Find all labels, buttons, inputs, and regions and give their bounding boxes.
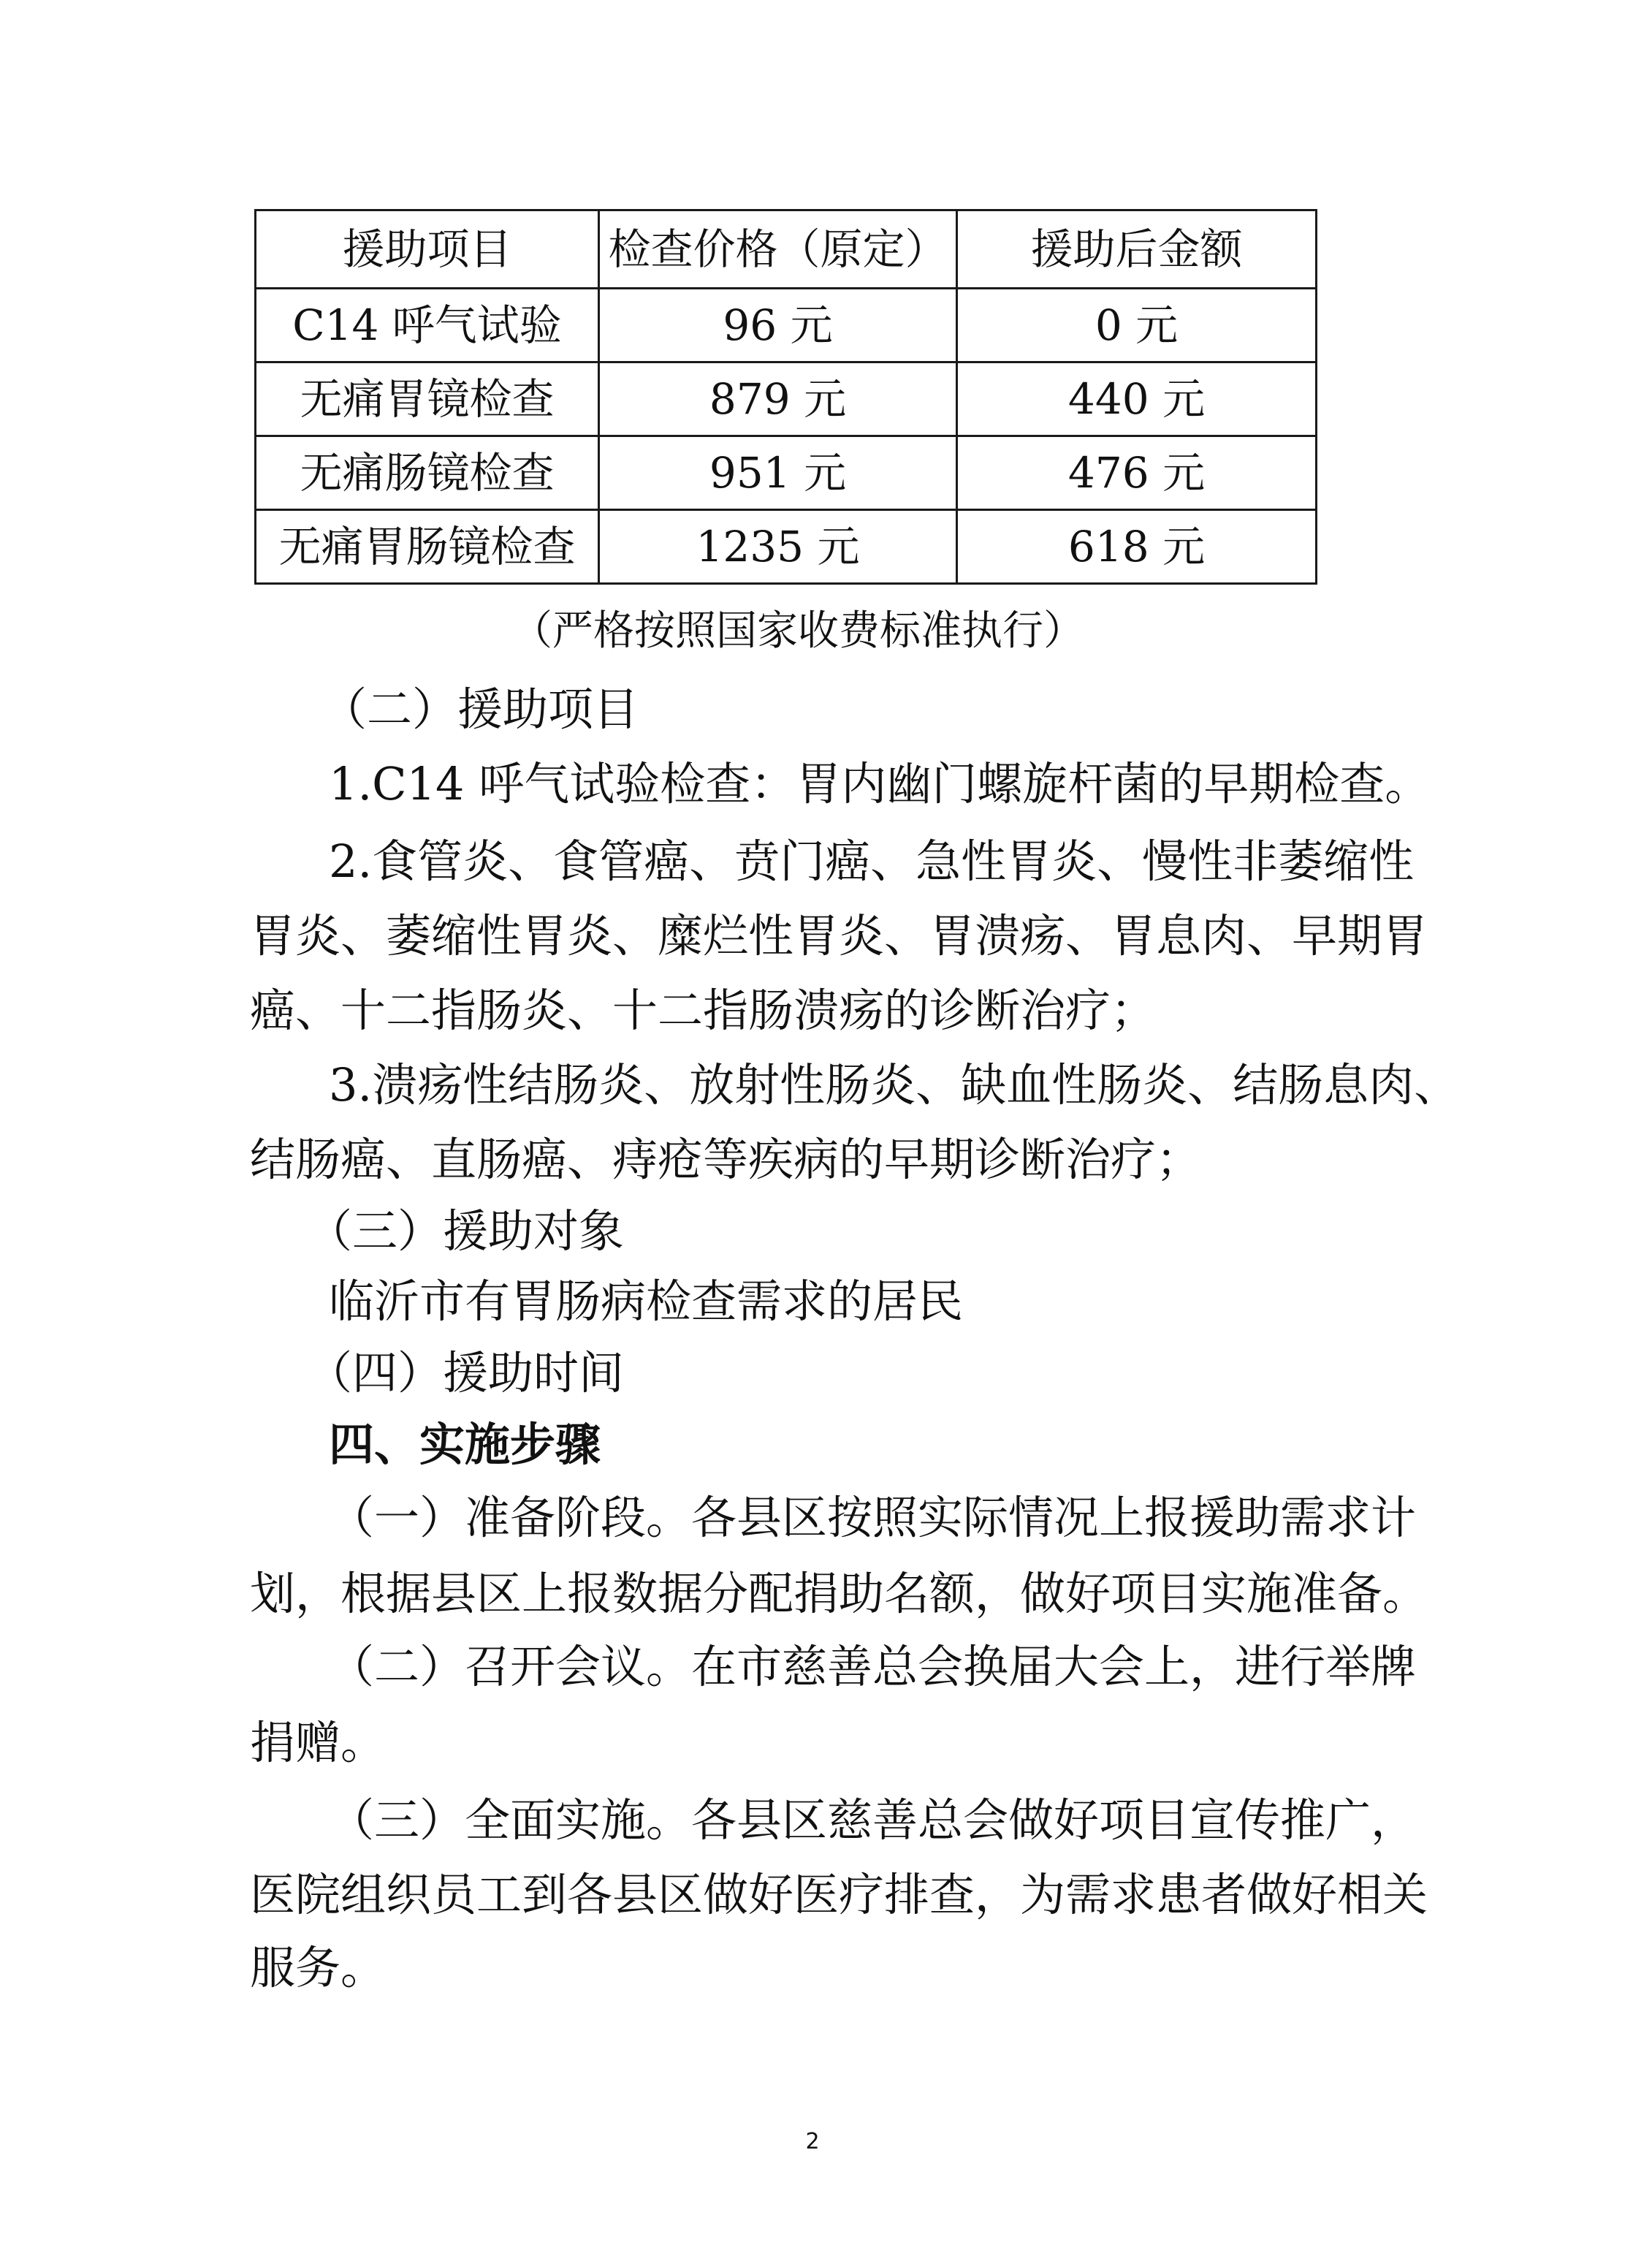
section-heading-implementation-steps: 四、实施步骤 bbox=[329, 1418, 601, 1471]
paragraph-item-2-line-1: 2.食管炎、食管癌、贲门癌、急性胃炎、慢性非萎缩性 bbox=[329, 835, 1415, 888]
table-cell: 440 元 bbox=[957, 362, 1317, 436]
paragraph-targets: 临沂市有胃肠病检查需求的居民 bbox=[329, 1275, 964, 1328]
paragraph-step-3-line-1: （三）全面实施。各县区慈善总会做好项目宣传推广， bbox=[329, 1793, 1417, 1847]
header-original-price: 检查价格（原定） bbox=[599, 210, 957, 289]
subheading-aid-projects: （二）援助项目 bbox=[321, 683, 639, 736]
aid-price-table bbox=[254, 209, 1317, 585]
table-cell: 618 元 bbox=[957, 510, 1317, 584]
header-aid-project: 援助项目 bbox=[256, 210, 599, 289]
table-cell: 无痛胃镜检查 bbox=[256, 362, 599, 436]
subheading-aid-time: （四）援助时间 bbox=[307, 1346, 625, 1399]
subheading-aid-targets: （三）援助对象 bbox=[307, 1204, 625, 1258]
table-cell: 96 元 bbox=[599, 289, 957, 362]
table-cell: 879 元 bbox=[599, 362, 957, 436]
table-cell: 无痛胃肠镜检查 bbox=[256, 510, 599, 584]
table-cell: 951 元 bbox=[599, 436, 957, 510]
table-cell: C14 呼气试验 bbox=[256, 289, 599, 362]
page-number: 2 bbox=[805, 2129, 820, 2154]
paragraph-step-2-line-2: 捐赠。 bbox=[250, 1716, 387, 1769]
table-row bbox=[256, 362, 1317, 436]
paragraph-item-2-line-2: 胃炎、萎缩性胃炎、糜烂性胃炎、胃溃疡、胃息肉、早期胃 bbox=[250, 909, 1428, 962]
table-row bbox=[256, 510, 1317, 584]
table-cell: 476 元 bbox=[957, 436, 1317, 510]
paragraph-step-3-line-3: 服务。 bbox=[250, 1941, 387, 1994]
table-row bbox=[256, 436, 1317, 510]
paragraph-item-1: 1.C14 呼气试验检查：胃内幽门螺旋杆菌的早期检查。 bbox=[329, 757, 1431, 810]
header-after-aid-amount: 援助后金额 bbox=[957, 210, 1317, 289]
paragraph-step-1-line-2: 划，根据县区上报数据分配捐助名额，做好项目实施准备。 bbox=[250, 1567, 1428, 1620]
table-cell: 无痛肠镜检查 bbox=[256, 436, 599, 510]
table-row bbox=[256, 289, 1317, 362]
paragraph-item-3-line-1: 3.溃疡性结肠炎、放射性肠炎、缺血性肠炎、结肠息肉、 bbox=[329, 1058, 1460, 1112]
table-cell: 1235 元 bbox=[599, 510, 957, 584]
paragraph-step-1-line-1: （一）准备阶段。各县区按照实际情况上报援助需求计 bbox=[329, 1491, 1417, 1544]
paragraph-item-2-line-3: 癌、十二指肠炎、十二指肠溃疡的诊断治疗； bbox=[250, 984, 1157, 1037]
paragraph-step-3-line-2: 医院组织员工到各县区做好医疗排查，为需求患者做好相关 bbox=[250, 1868, 1428, 1921]
paragraph-item-3-line-2: 结肠癌、直肠癌、痔疮等疾病的早期诊断治疗； bbox=[250, 1133, 1202, 1186]
table-cell: 0 元 bbox=[957, 289, 1317, 362]
table-note: （严格按照国家收费标准执行） bbox=[511, 607, 1084, 655]
paragraph-step-2-line-1: （二）召开会议。在市慈善总会换届大会上，进行举牌 bbox=[329, 1640, 1417, 1693]
table-header-row bbox=[256, 210, 1317, 289]
